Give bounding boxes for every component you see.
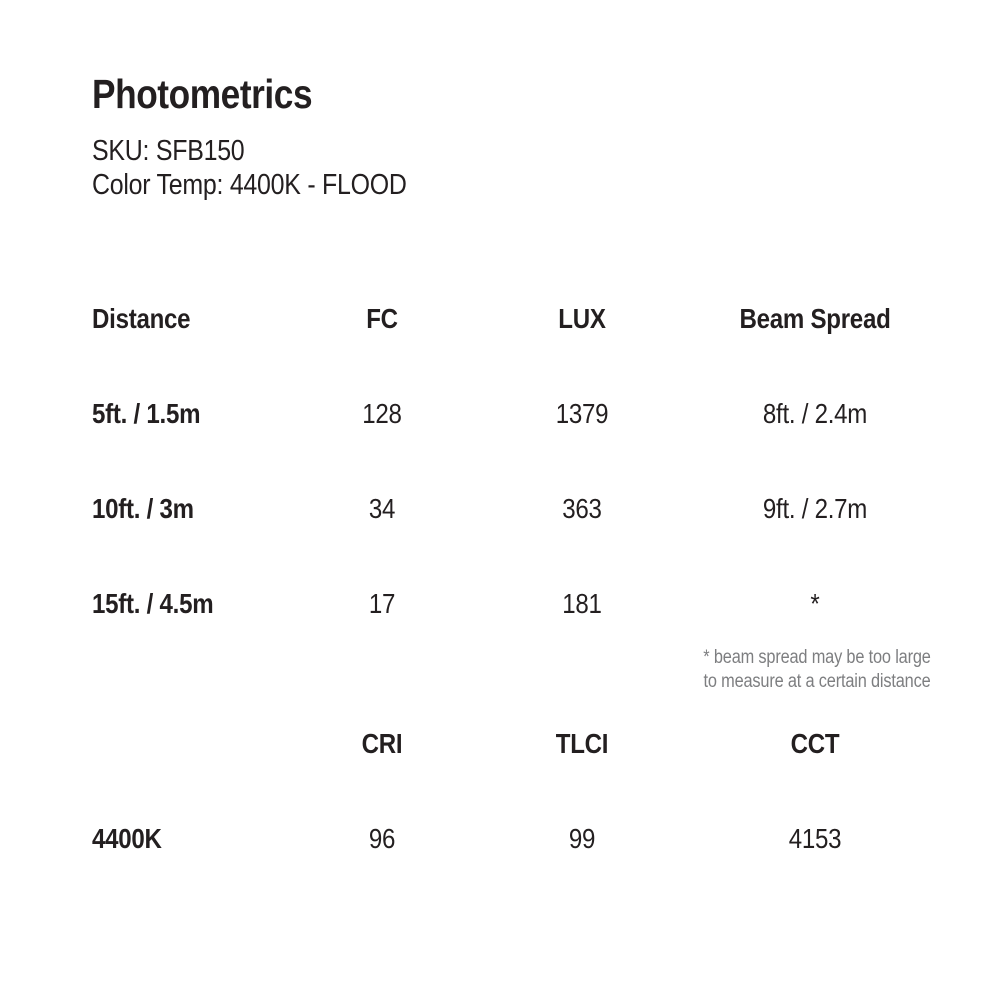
column-header-cri: CRI (361, 728, 403, 759)
column-header-tlci: TLCI (555, 728, 609, 759)
cell-color-temp: 4400K (92, 823, 162, 854)
footnote-line: * beam spread may be too large (703, 647, 931, 668)
column-header-fc: FC (366, 303, 398, 334)
column-header-distance: Distance (92, 303, 191, 334)
cell-lux: 363 (562, 493, 602, 524)
cell-distance: 5ft. / 1.5m (92, 398, 201, 429)
column-header-cct: CCT (790, 728, 840, 759)
cell-distance: 10ft. / 3m (92, 493, 194, 524)
color-temp-line: Color Temp: 4400K - FLOOD (92, 169, 407, 201)
cell-beam-spread-asterisk: * (810, 588, 820, 619)
cell-lux: 1379 (555, 398, 609, 429)
page-title: Photometrics (92, 71, 313, 117)
sku-line: SKU: SFB150 (92, 135, 245, 167)
beam-spread-footnote (688, 646, 946, 694)
cell-beam-spread: 8ft. / 2.4m (762, 398, 868, 429)
cell-fc: 34 (368, 493, 396, 524)
cell-cct: 4153 (788, 823, 842, 854)
cell-lux: 181 (562, 588, 602, 619)
cell-distance: 15ft. / 4.5m (92, 588, 214, 619)
cell-cri: 96 (368, 823, 396, 854)
sheet-header (92, 70, 458, 202)
photometrics-table (92, 302, 948, 682)
color-quality-table (92, 727, 948, 917)
footnote-line: to measure at a certain distance (703, 671, 931, 692)
cell-fc: 128 (362, 398, 402, 429)
column-header-beam-spread: Beam Spread (739, 303, 891, 334)
cell-tlci: 99 (568, 823, 596, 854)
cell-beam-spread: 9ft. / 2.7m (762, 493, 868, 524)
cell-fc: 17 (368, 588, 396, 619)
column-header-lux: LUX (558, 303, 606, 334)
